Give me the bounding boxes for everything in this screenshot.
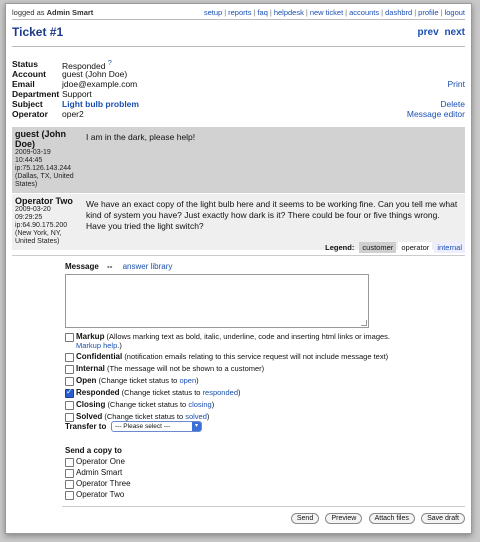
message-sender: Operator Two 2009-03-20 09:29:25 ip:64.90.175.200 (New York, NY, United States): [12, 194, 82, 250]
ticket-info: Status Responded ? Account guest (John Doe) Email jdoe@example.com Print Department Support Subject Light bulb problem Delete Operator oper2 Message editor: [12, 59, 465, 119]
transfer-row: Transfer to --- Please select --- ▾: [65, 422, 106, 431]
copy-option: Operator Two: [65, 490, 131, 501]
legend-customer: customer: [359, 242, 396, 253]
form-buttons: [287, 513, 465, 524]
browser-window: [5, 3, 472, 534]
save-draft-button[interactable]: Save draft: [421, 513, 465, 524]
subject-value: Light bulb problem: [62, 99, 139, 109]
next-link[interactable]: next: [444, 27, 465, 38]
account-value: guest (John Doe): [62, 69, 128, 79]
divider: [12, 19, 465, 20]
internal-checkbox[interactable]: [65, 365, 74, 374]
copy-checkbox[interactable]: [65, 469, 74, 478]
divider: [12, 255, 465, 256]
legend: Legend: customer operator internal: [325, 243, 465, 252]
option-solved: Solved (Change ticket status to solved): [65, 412, 465, 424]
send-copy-heading: Send a copy to: [65, 446, 122, 455]
legend-operator: operator: [398, 242, 432, 253]
copy-option: Operator One: [65, 457, 131, 468]
copy-checkbox[interactable]: [65, 480, 74, 489]
message-text: We have an exact copy of the light bulb here and it seems to be working fine. Can you tell me what kind of system you have? Just exactly how dark is it? There could be four or five things wrong. Have you tried the light switch?: [82, 194, 465, 250]
message-editor-link[interactable]: Message editor: [406, 109, 465, 119]
message-heading: Message -- answer library: [65, 262, 173, 271]
send-button[interactable]: Send: [291, 513, 319, 524]
nav-dashbrd[interactable]: dashbrd: [385, 8, 413, 17]
send-copy-section: [65, 446, 131, 501]
closing-checkbox[interactable]: [65, 401, 74, 410]
markup-help-link[interactable]: Markup help: [76, 341, 118, 350]
divider: [62, 506, 465, 507]
login-status: logged as Admin Smart: [12, 8, 94, 17]
message-sender: guest (John Doe) 2009-03-19 10:44:45 ip:75.126.143.244 (Dallas, TX, United States): [12, 127, 82, 193]
ticket-pager: [415, 27, 465, 38]
nav-logout[interactable]: logout: [444, 8, 465, 17]
page-title: Ticket #1: [12, 25, 64, 39]
option-open: Open (Change ticket status to open): [65, 376, 465, 388]
resize-handle-icon[interactable]: [361, 320, 367, 326]
copy-checkbox[interactable]: [65, 458, 74, 467]
answer-library-link[interactable]: answer library: [122, 262, 173, 271]
confidential-checkbox[interactable]: [65, 353, 74, 362]
transfer-select[interactable]: --- Please select --- ▾: [111, 421, 202, 432]
message-text: I am in the dark, please help!: [82, 127, 465, 193]
nav-helpdesk[interactable]: helpdesk: [273, 8, 304, 17]
option-closing: Closing (Change ticket status to closing): [65, 400, 465, 412]
solved-checkbox[interactable]: [65, 413, 74, 422]
nav-new-ticket[interactable]: new ticket: [309, 8, 344, 17]
divider: [12, 46, 465, 47]
copy-option: Operator Three: [65, 479, 131, 490]
email-value: jdoe@example.com: [62, 79, 138, 89]
message-thread: [12, 127, 465, 251]
nav-profile[interactable]: profile: [418, 8, 439, 17]
option-responded: ✓ Responded (Change ticket status to responded): [65, 388, 465, 400]
option-internal: Internal (The message will not be shown to a customer): [65, 364, 465, 376]
print-link[interactable]: Print: [447, 79, 465, 89]
copy-option: Admin Smart: [65, 468, 131, 479]
copy-checkbox[interactable]: [65, 491, 74, 500]
legend-internal: internal: [434, 242, 465, 253]
message-textarea[interactable]: [65, 274, 369, 328]
department-value: Support: [62, 89, 92, 99]
attach-files-button[interactable]: Attach files: [369, 513, 415, 524]
nav-accounts[interactable]: accounts: [349, 8, 380, 17]
message-customer: [12, 127, 465, 194]
top-bar: [12, 7, 465, 18]
chevron-down-icon: ▾: [192, 422, 201, 431]
option-confidential: Confidential (notification emails relating to this service request will not include message text): [65, 352, 465, 364]
markup-checkbox[interactable]: [65, 333, 74, 342]
nav-setup[interactable]: setup: [203, 8, 223, 17]
operator-value: oper2: [62, 109, 84, 119]
nav-reports[interactable]: reports: [228, 8, 252, 17]
preview-button[interactable]: Preview: [325, 513, 362, 524]
delete-link[interactable]: Delete: [440, 99, 465, 109]
message-options: [65, 332, 465, 424]
prev-link[interactable]: prev: [417, 27, 439, 38]
status-value: Responded: [62, 60, 106, 71]
reply-form: [65, 262, 425, 499]
login-user: Admin Smart: [46, 8, 94, 17]
nav-faq[interactable]: faq: [257, 8, 268, 17]
open-checkbox[interactable]: [65, 377, 74, 386]
option-markup: Markup (Allows marking text as bold, italic, underline, code and inserting html links or images. Markup help.): [65, 332, 465, 352]
status-help-icon[interactable]: ?: [107, 59, 112, 67]
top-nav: setup | reports | faq | helpdesk | new ticket | accounts | dashbrd | profile | logout: [203, 8, 465, 17]
responded-checkbox[interactable]: [65, 389, 74, 398]
